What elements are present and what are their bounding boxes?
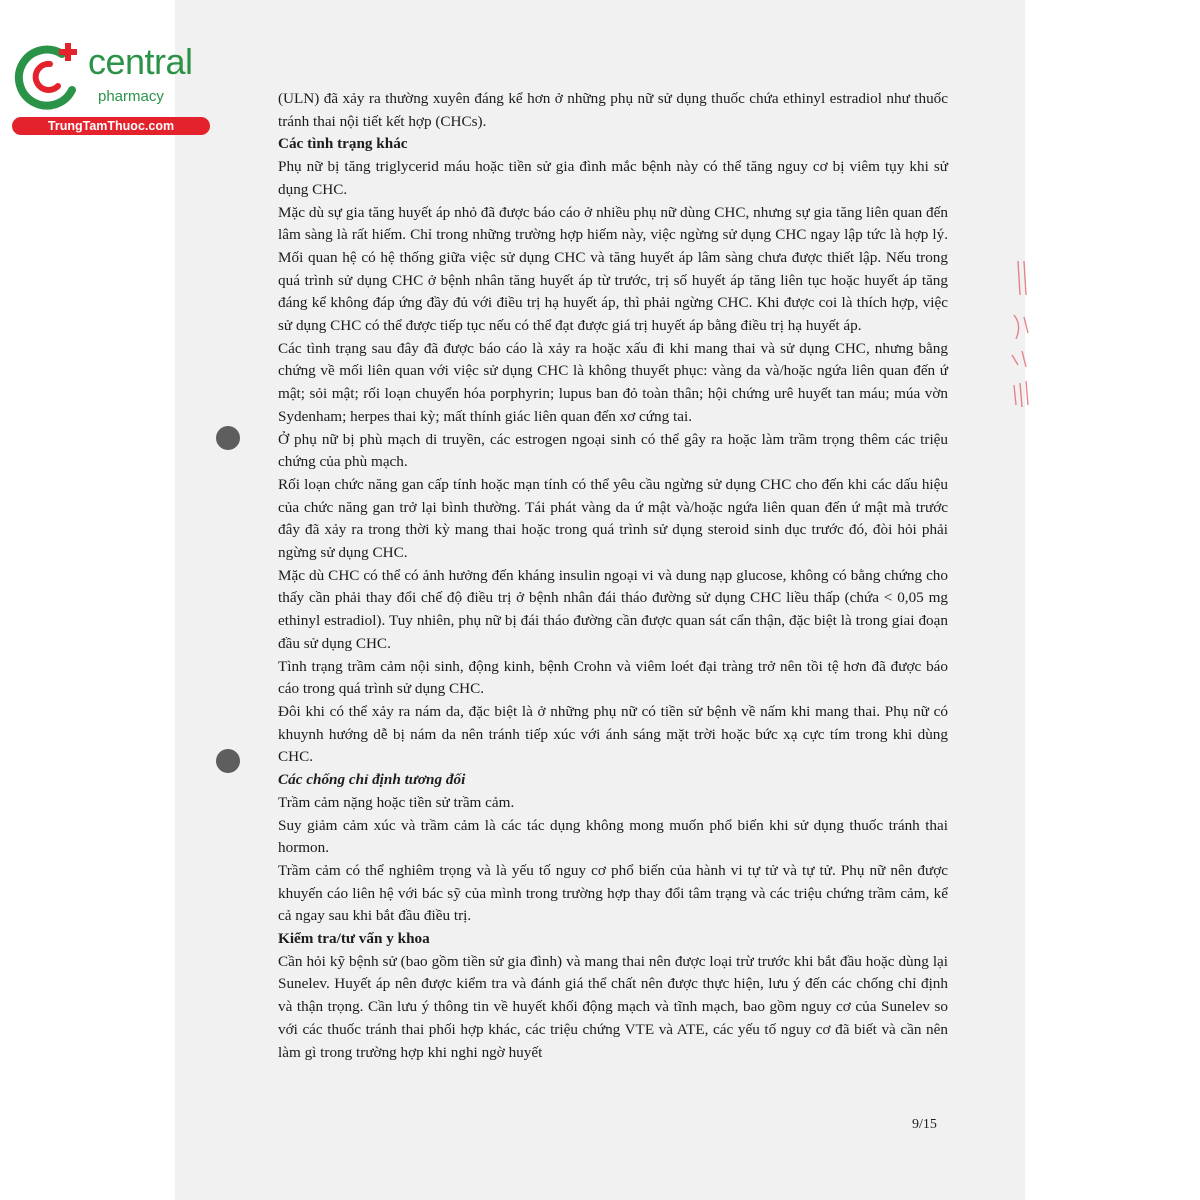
- body-paragraph: Mặc dù CHC có thể có ảnh hưởng đến kháng insulin ngoại vi và dung nạp glucose, không có bằng chứng cho thấy cần phải thay đổi chế độ điều trị ở bệnh nhân đái tháo đường sử dụng CHC liều thấp (chứa < 0,05 mg ethinyl estradiol). Tuy nhiên, phụ nữ bị đái tháo đường cần được quan sát cẩn thận, đặc biệt là trong giai đoạn đầu sử dụng CHC.: [278, 566, 948, 652]
- red-stamp-mark-icon: [1000, 255, 1040, 425]
- body-paragraph: Các tình trạng sau đây đã được báo cáo là xảy ra hoặc xấu đi khi mang thai và sử dụng CHC, nhưng bằng chứng về mối liên quan với việc sử dụng CHC là không thuyết phục: vàng da và/hoặc ngứa liên quan đến ứ mật; sỏi mật; rối loạn chuyển hóa porphyrin; lupus ban đỏ toàn thân; hội chứng urê huyết tan máu; múa vờn Sydenham; herpes thai kỳ; mất thính giác liên quan đến xơ cứng tai.: [278, 339, 948, 425]
- body-paragraph: Rối loạn chức năng gan cấp tính hoặc mạn tính có thể yêu cầu ngừng sử dụng CHC cho đến khi các dấu hiệu của chức năng gan trở lại bình thường. Tái phát vàng da ứ mật và/hoặc ngứa liên quan đến ứ mật mà trước đây đã xảy ra trong thời kỳ mang thai hoặc trong quá trình sử dụng steroid sinh dục trước đó, đòi hỏi phải ngừng sử dụng CHC.: [278, 475, 948, 562]
- body-paragraph: Trầm cảm có thể nghiêm trọng và là yếu tố nguy cơ phổ biến của hành vi tự tử và tự tử. Phụ nữ nên được khuyến cáo liên hệ với bác sỹ của mình trong trường hợp thay đổi tâm trạng và các triệu chứng trầm cảm, kể cả ngay sau khi bắt đầu điều trị.: [278, 861, 948, 925]
- body-paragraph: Ở phụ nữ bị phù mạch di truyền, các estrogen ngoại sinh có thể gây ra hoặc làm trầm trọng thêm các triệu chứng của phù mạch.: [278, 430, 948, 471]
- body-paragraph: Trầm cảm nặng hoặc tiền sử trầm cảm.: [278, 793, 515, 811]
- body-paragraph: Mặc dù sự gia tăng huyết áp nhỏ đã được báo cáo ở nhiều phụ nữ dùng CHC, nhưng sự gia tăng liên quan đến lâm sàng là rất hiếm. Chỉ trong những trường hợp hiếm này, việc ngừng sử dụng CHC ngay lập tức là hợp lý. Mối quan hệ có hệ thống giữa việc sử dụng CHC và tăng huyết áp lâm sàng chưa được thiết lập. Nếu trong quá trình sử dụng CHC ở bệnh nhân tăng huyết áp từ trước, trị số huyết áp tăng liên tục hoặc huyết áp tăng đáng kể không đáp ứng đầy đủ với điều trị hạ huyết áp, thì phải ngừng CHC. Khi được coi là thích hợp, việc sử dụng CHC có thể được tiếp tục nếu có thể đạt được giá trị huyết áp bằng điều trị hạ huyết áp.: [278, 203, 948, 335]
- brand-name: central: [88, 41, 193, 82]
- brand-url[interactable]: TrungTamThuoc.com: [12, 117, 210, 135]
- brand-subtitle: pharmacy: [98, 88, 164, 105]
- section-heading: Các tình trạng khác: [278, 135, 408, 153]
- document-body: [278, 88, 948, 1064]
- body-paragraph: Cần hỏi kỹ bệnh sử (bao gồm tiền sử gia đình) và mang thai nên được loại trừ trước khi bắt đầu hoặc dùng lại Sunelev. Huyết áp nên được kiểm tra và đánh giá thể chất nên được thực hiện, lưu ý đến các chống chỉ định và thận trọng. Cần lưu ý thông tin về huyết khối động mạch và tĩnh mạch, bao gồm nguy cơ của Sunelev so với các thuốc tránh thai phối hợp khác, các triệu chứng VTE và ATE, các yếu tố nguy cơ đã biết và cần nên làm gì trong trường hợp khi nghi ngờ huyết: [278, 952, 948, 1061]
- central-pharmacy-logo[interactable]: [10, 38, 220, 138]
- punch-hole-bottom: [216, 749, 240, 773]
- section-heading: Các chống chỉ định tương đối: [278, 771, 466, 789]
- body-paragraph: Phụ nữ bị tăng triglycerid máu hoặc tiền sử gia đình mắc bệnh này có thể tăng nguy cơ bị viêm tụy khi sử dụng CHC.: [278, 158, 948, 198]
- section-heading: Kiểm tra/tư vấn y khoa: [278, 930, 430, 948]
- body-paragraph: Tình trạng trầm cảm nội sinh, động kinh, bệnh Crohn và viêm loét đại tràng trở nên tồi tệ hơn đã được báo cáo trong quá trình sử dụng CHC.: [278, 657, 948, 698]
- body-paragraph: Suy giảm cảm xúc và trầm cảm là các tác dụng không mong muốn phổ biến khi sử dụng thuốc tránh thai hormon.: [278, 816, 948, 857]
- logo-mark-icon: [10, 38, 90, 114]
- body-paragraph: Đôi khi có thể xảy ra nám da, đặc biệt là ở những phụ nữ có tiền sử bệnh về nấm khi mang thai. Phụ nữ có khuynh hướng dễ bị nám da nên tránh tiếp xúc với ánh sáng mặt trời hoặc bức xạ cực tím trong khi dùng CHC.: [278, 702, 948, 766]
- page-number: 9/15: [912, 1117, 937, 1132]
- body-paragraph: (ULN) đã xảy ra thường xuyên đáng kể hơn ở những phụ nữ sử dụng thuốc chứa ethinyl estradiol như thuốc tránh thai nội tiết kết hợp (CHCs).: [278, 90, 948, 130]
- punch-hole-top: [216, 426, 240, 450]
